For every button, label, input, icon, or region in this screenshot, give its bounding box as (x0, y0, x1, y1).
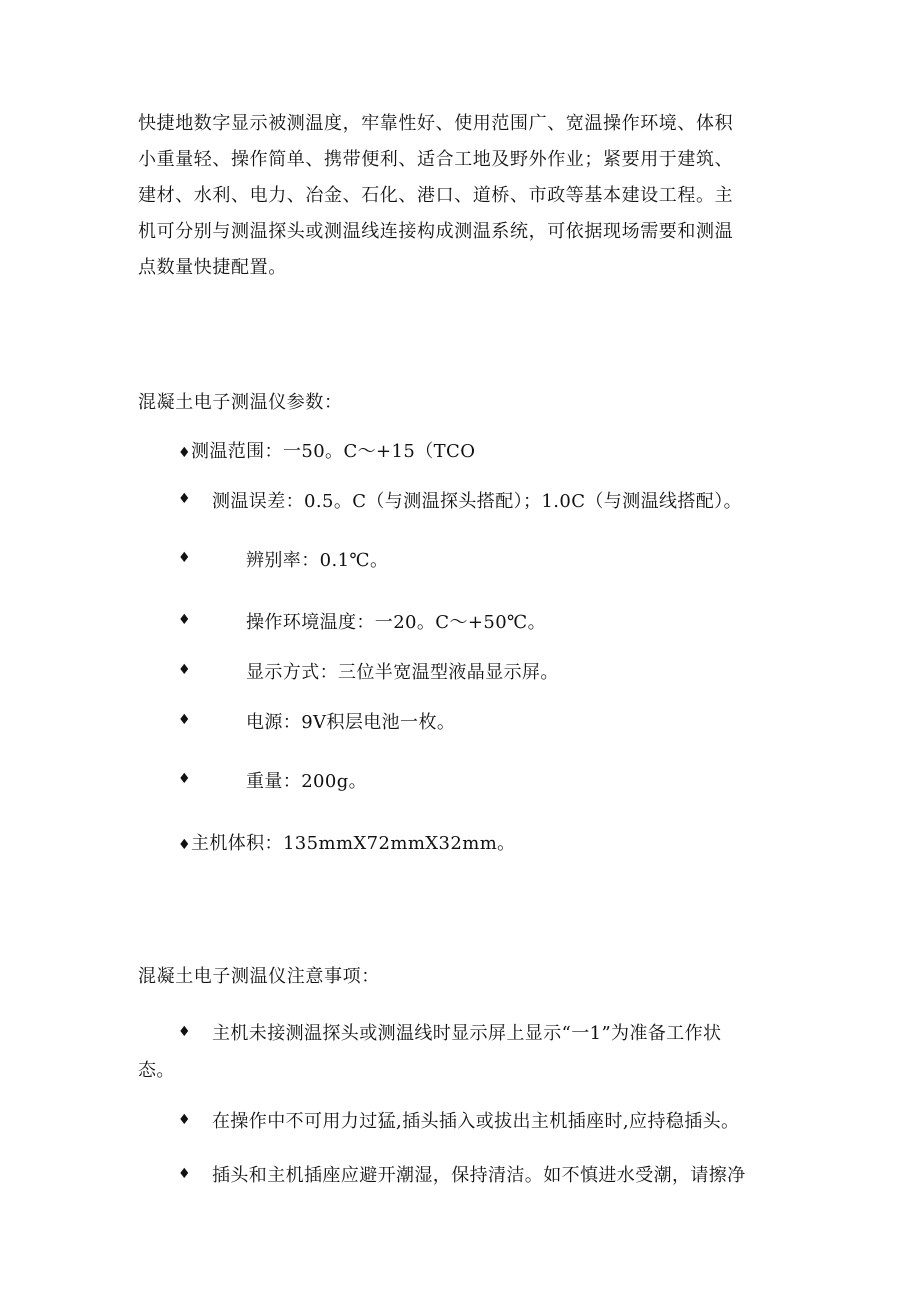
note-text: 主机未接测温探头或测温线时显示屏上显示“一1”为准备工作状 (212, 1023, 722, 1044)
param-text: 显示方式：三位半宽温型液晶显示屏。 (246, 662, 559, 683)
intro-line: 小重量轻、操作简单、携带便利、适合工地及野外作业；紧要用于建筑、 (138, 149, 734, 170)
diamond-bullet-icon: ♦ (178, 837, 191, 853)
intro-line: 快捷地数字显示被测温度，牢靠性好、使用范围广、宽温操作环境、体积 (138, 113, 734, 134)
params-heading: 混凝土电子测温仪参数： (138, 392, 343, 413)
diamond-bullet-icon: ♦ (178, 1166, 191, 1182)
param-item (178, 829, 516, 855)
intro-paragraph (138, 106, 798, 286)
intro-line: 建材、水利、电力、冶金、石化、港口、道桥、市政等基本建设工程。主 (138, 185, 734, 206)
diamond-bullet-icon: ♦ (178, 662, 191, 678)
intro-line: 机可分别与测温探头或测温线连接构成测温系统，可依据现场需要和测温 (138, 221, 734, 242)
diamond-bullet-icon: ♦ (178, 1024, 191, 1040)
diamond-bullet-icon: ♦ (178, 712, 191, 728)
diamond-bullet-icon: ♦ (178, 612, 191, 628)
param-item (178, 437, 475, 463)
param-text: 电源：9V积层电池一枚。 (246, 712, 456, 733)
notes-heading: 混凝土电子测温仪注意事项： (138, 966, 380, 987)
diamond-bullet-icon: ♦ (178, 771, 191, 787)
note-text: 插头和主机插座应避开潮湿，保持清洁。如不慎进水受潮，请擦净 (212, 1165, 746, 1186)
intro-line: 点数量快捷配置。 (138, 257, 287, 278)
param-text: 重量：200g。 (246, 771, 368, 792)
diamond-bullet-icon: ♦ (178, 491, 191, 507)
param-text: 操作环境温度：一20。C～+50℃。 (246, 612, 546, 633)
param-text: 测温误差：0.5。C（与测温探头搭配）；1.0C（与测温线搭配）。 (212, 491, 742, 512)
param-text: 主机体积：135mmX72mmX32mm。 (190, 833, 516, 854)
param-text: 测温范围：一50。C～+15（TCO (190, 441, 476, 462)
diamond-bullet-icon: ♦ (178, 550, 191, 566)
diamond-bullet-icon: ♦ (178, 445, 191, 461)
note-text: 在操作中不可用力过猛,插头插入或拔出主机插座时,应持稳插头。 (212, 1111, 740, 1132)
param-text: 辨别率：0.1℃。 (246, 550, 389, 571)
note-text-continued: 态。 (138, 1060, 175, 1081)
diamond-bullet-icon: ♦ (178, 1112, 191, 1128)
